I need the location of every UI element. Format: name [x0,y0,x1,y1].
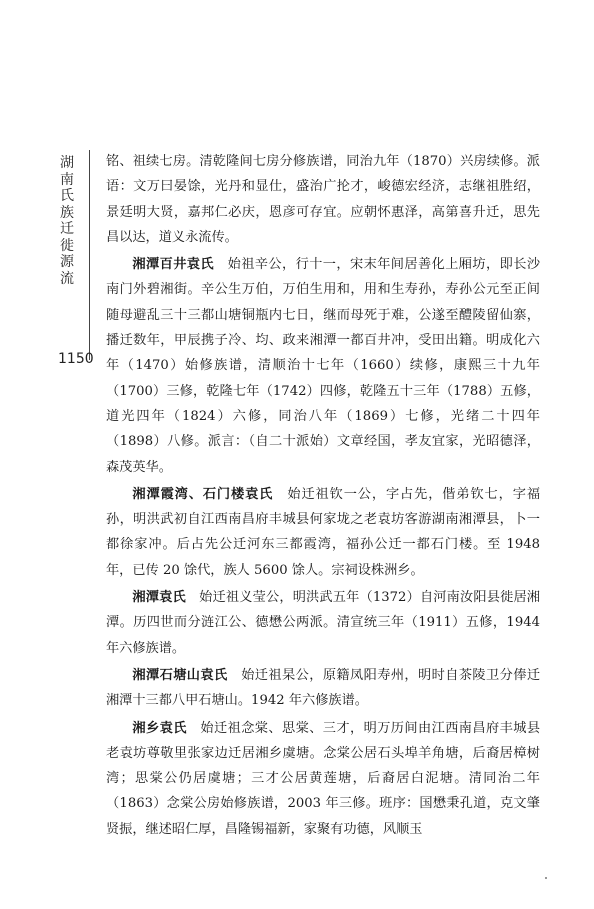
paragraph-continued [106,149,540,250]
entry-text: 始迁祖钦一公，字占先，偕弟钦七，字福孙，明洪武初自江西南昌府丰城县何家垅之老袁坊客游湖南湘潭县，卜一都徐家冲。后占先公迁河东三都霞湾，福孙公迁一都石门楼。至 1948 年，已传 20 馀代，族人 5600 馀人。宗祠设株洲乡。 [106,486,541,578]
entry-heading: 湘潭霞湾、石门楼袁氏 [132,486,274,502]
entry-xiangxiang-yuan [106,716,540,842]
entry-text: 始迁祖念棠、思棠、三才，明万历间由江西南昌府丰城县老袁坊尊敬里张家边迁居湘乡虞塘。念棠公居石头埠羊角塘，后裔居樟树湾；思棠公仍居虞塘；三才公居黄莲塘，后裔居白泥塘。清同治二年（1863）念棠公房始修族谱，2003 年三修。班序：国懋秉孔道，克文肇贤振，继述昭仁厚，昌隆锡福新，家聚有功德，风顺玉 [106,720,541,837]
entry-heading: 湘潭袁氏 [132,590,186,606]
entry-heading: 湘潭石塘山袁氏 [132,667,228,683]
entry-shitangshan-yuan [106,663,540,714]
main-text [106,149,540,842]
entry-xiangtan-yuan [106,585,540,661]
margin-rule [89,150,90,360]
paragraph-text: 铭、祖续七房。清乾隆间七房分修族谱，同治九年（1870）兴房续修。派语：文万曰晏馀，光丹和显仕，盛治广抡才，峻德宏经济，志继祖胜绍，景廷明大贤，嘉邦仁必庆，恩彦可存宜。应朝怀惠泽，高第喜升迁，思先昌以达，道义永流传。 [106,154,540,245]
book-title: 湖南氏族迁徙源流 [60,155,74,287]
entry-text: 始迁祖杲公，原籍凤阳寿州，明时自茶陵卫分俸迁湘潭十三都八甲石塘山。1942 年六修族谱。 [106,667,541,709]
scan-speck [545,877,547,879]
entry-text: 始祖辛公，行十一，宋末年间居善化上厢坊，即长沙南门外碧湘街。辛公生万伯，万伯生用和，用和生寿孙，寿孙公元至正间随母避乱三十三都山塘铜瓶内七日，继而母死于难，公遂至醴陵留仙寨，播迁数年，甲辰携子冷、均、政来湘潭一都百井冲，受田出籍。明成化六年（1470）始修族谱，清顺治十七年（1660）续修，康熙三十九年（1700）三修，乾隆七年（1742）四修，乾隆五十三年（1788）五修，道光四年（1824）六修，同治八年（1869）七修，光绪二十四年（1898）八修。派言：（自二十派始）文章经国，孝友宜家，光昭德泽，森茂英华。 [106,257,541,475]
entry-xiawan-yuan [106,482,540,583]
entry-heading: 湘潭百井袁氏 [132,257,214,273]
entry-heading: 湘乡袁氏 [132,720,187,736]
entry-baijing-yuan [106,252,540,480]
entry-text: 始迁祖义莹公，明洪武五年（1372）自河南汝阳县徙居湘潭。历四世而分涟江公、德懋公两派。清宣统三年（1911）五修，1944 年六修族谱。 [106,590,540,656]
page-number: 1150 [58,351,94,367]
